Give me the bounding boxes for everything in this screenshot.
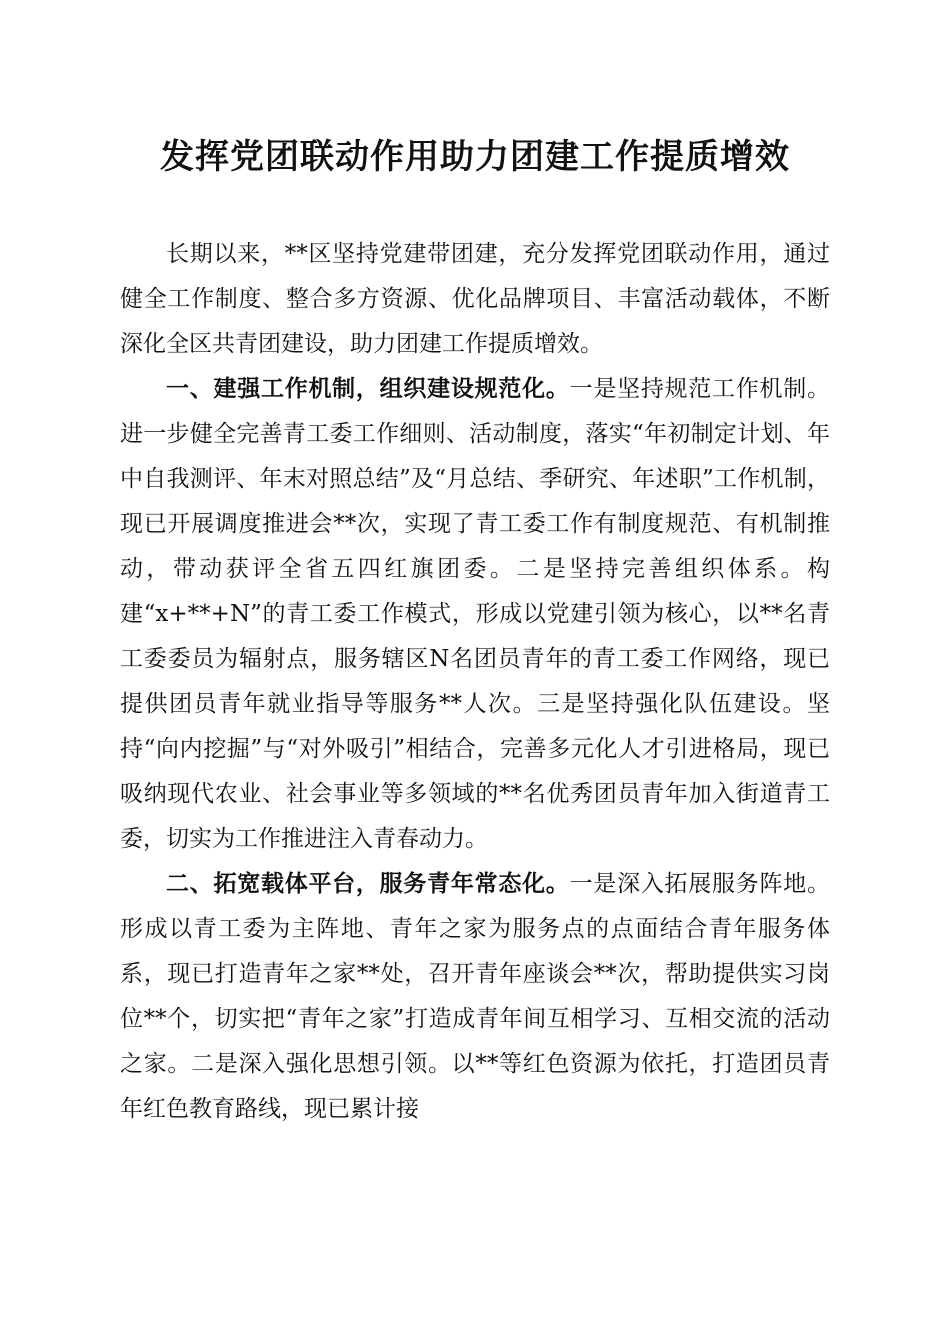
section-one-text: 一是坚持规范工作机制。进一步健全完善青工委工作细则、活动制度，落实“年初制定计划、年中自我测评、年末对照总结”及“月总结、季研究、年述职”工作机制，现已开展调度推进会**次，实现了青工委工作有制度规范、有机制推动，带动获评全省五四红旗团委。二是坚持完善组织体系。构建“x+**+N”的青工委工作模式，形成以党建引领为核心，以**名青工委委员为辐射点，服务辖区N名团员青年的青工委工作网络，现已提供团员青年就业指导等服务**人次。三是坚持强化队伍建设。坚持“向内挖掘”与“对外吸引”相结合，完善多元化人才引进格局，现已吸纳现代农业、社会事业等多领域的**名优秀团员青年加入街道青工委，切实为工作推进注入青春动力。 bbox=[120, 376, 831, 852]
intro-paragraph-text: 长期以来，**区坚持党建带团建，充分发挥党团联动作用，通过健全工作制度、整合多方资源、优化品牌项目、丰富活动载体，不断深化全区共青团建设，助力团建工作提质增效。 bbox=[120, 241, 830, 357]
section-one-heading: 一、建强工作机制，组织建设规范化。 bbox=[166, 376, 570, 402]
section-two-text: 一是深入拓展服务阵地。形成以青工委为主阵地、青年之家为服务点的点面结合青年服务体系，现已打造青年之家**处，召开青年座谈会**次，帮助提供实习岗位**个，切实把“青年之家”打造成青年间互相学习、互相交流的活动之家。二是深入强化思想引领。以**等红色资源为依托，打造团员青年红色教育路线，现已累计接 bbox=[120, 871, 831, 1122]
document-title: 发挥党团联动作用助力团建工作提质增效 bbox=[160, 137, 790, 177]
section-one-paragraph bbox=[120, 367, 830, 862]
intro-paragraph bbox=[120, 232, 830, 367]
document-body bbox=[120, 232, 830, 1132]
section-two-paragraph bbox=[120, 862, 830, 1132]
section-two-heading: 二、拓宽载体平台，服务青年常态化。 bbox=[166, 871, 570, 897]
